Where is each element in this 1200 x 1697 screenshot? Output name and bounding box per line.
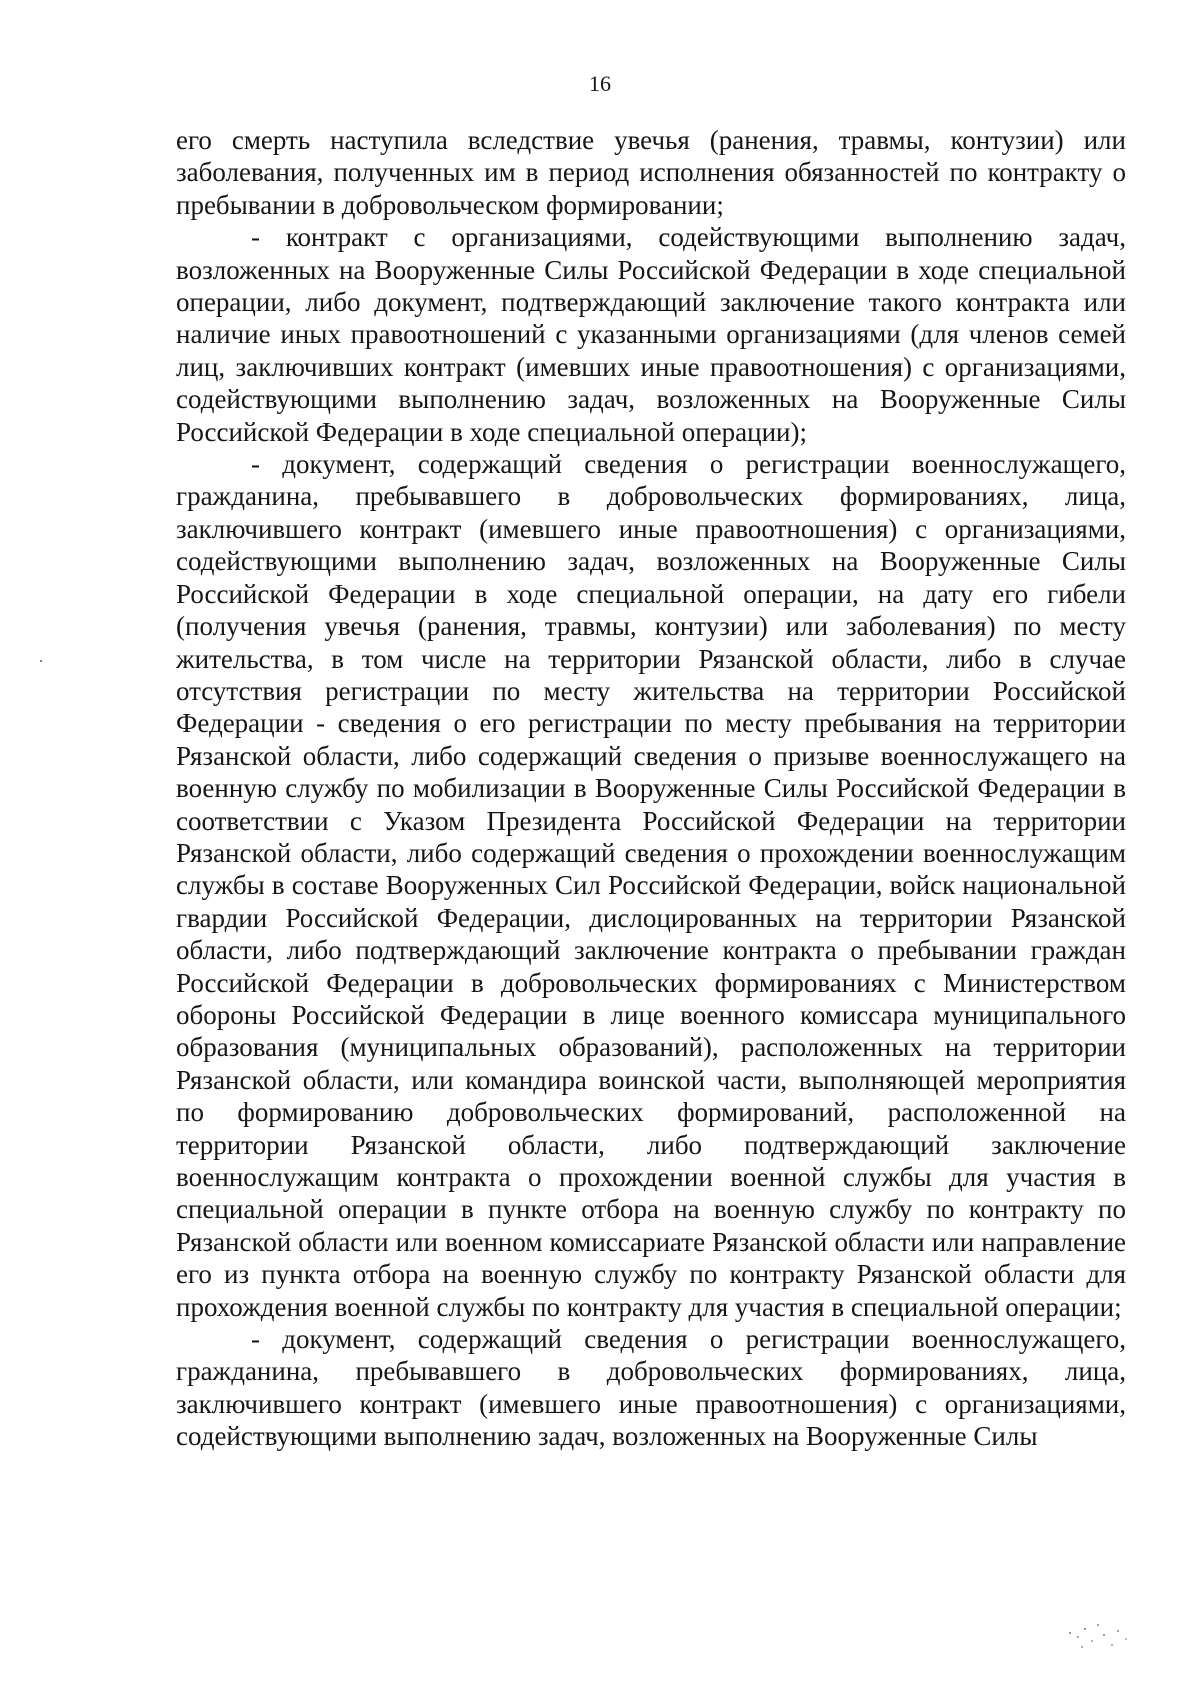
scan-noise-mark bbox=[1060, 1615, 1150, 1655]
scan-speck bbox=[40, 660, 42, 662]
document-body bbox=[176, 124, 1126, 1453]
paragraph-registration-document-continued: - документ, содержащий сведения о регистрации военнослужащего, гражданина, пребывавшего в добровольческих формированиях, лица, заключившего контракт (имевшего иные правоотношения) с организациями, содействующими выполнению задач, возложенных на Вооруженные Силы bbox=[176, 1324, 1126, 1452]
page-number: 16 bbox=[589, 71, 611, 96]
paragraph-registration-document: - документ, содержащий сведения о регистрации военнослужащего, гражданина, пребывавшего в добровольческих формированиях, лица, заключившего контракт (имевшего иные правоотношения) с организациями, содействующими выполнению задач, возложенных на Вооруженные Силы Российской Федерации в ходе специальной операции, на дату его гибели (получения увечья (ранения, травмы, контузии) или заболевания) по месту жительства, в том числе на территории Рязанской области, либо в случае отсутствия регистрации по месту жительства на территории Российской Федерации - сведения о его регистрации по месту пребывания на территории Рязанской области, либо содержащий сведения о призыве военнослужащего на военную службу по мобилизации в Вооруженные Силы Российской Федерации в соответствии с Указом Президента Российской Федерации на территории Рязанской области, либо содержащий сведения о прохождении военнослужащим службы в составе Вооруженных Сил Российской Федерации, войск национальной гвардии Российской Федерации, дислоцированных на территории Рязанской области, либо подтверждающий заключение контракта о пребывании граждан Российской Федерации в добровольческих формированиях с Министерством обороны Российской Федерации в лице военного комиссара муниципального образования (муниципальных образований), расположенных на территории Рязанской области, или командира воинской части, выполняющей мероприятия по формированию добровольческих формирований, расположенной на территории Рязанской области, либо подтверждающий заключение военнослужащим контракта о прохождении военной службы для участия в специальной операции в пункте отбора на военную службу по контракту по Рязанской области или военном комиссариате Рязанской области или направление его из пункта отбора на военную службу по контракту Рязанской области для прохождения военной службы по контракту для участия в специальной операции; bbox=[176, 449, 1126, 1322]
paragraph-contract-organizations: - контракт с организациями, содействующими выполнению задач, возложенных на Вооруженные Силы Российской Федерации в ходе специальной операции, либо документ, подтверждающий заключение такого контракта или наличие иных правоотношений с указанными организациями (для членов семей лиц, заключивших контракт (имевших иные правоотношения) с организациями, содействующими выполнению задач, возложенных на Вооруженные Силы Российской Федерации в ходе специальной операции); bbox=[176, 222, 1126, 447]
paragraph-death-cause: его смерть наступила вследствие увечья (ранения, травмы, контузии) или заболевания, полученных им в период исполнения обязанностей по контракту о пребывании в добровольческом формировании; bbox=[176, 125, 1126, 220]
